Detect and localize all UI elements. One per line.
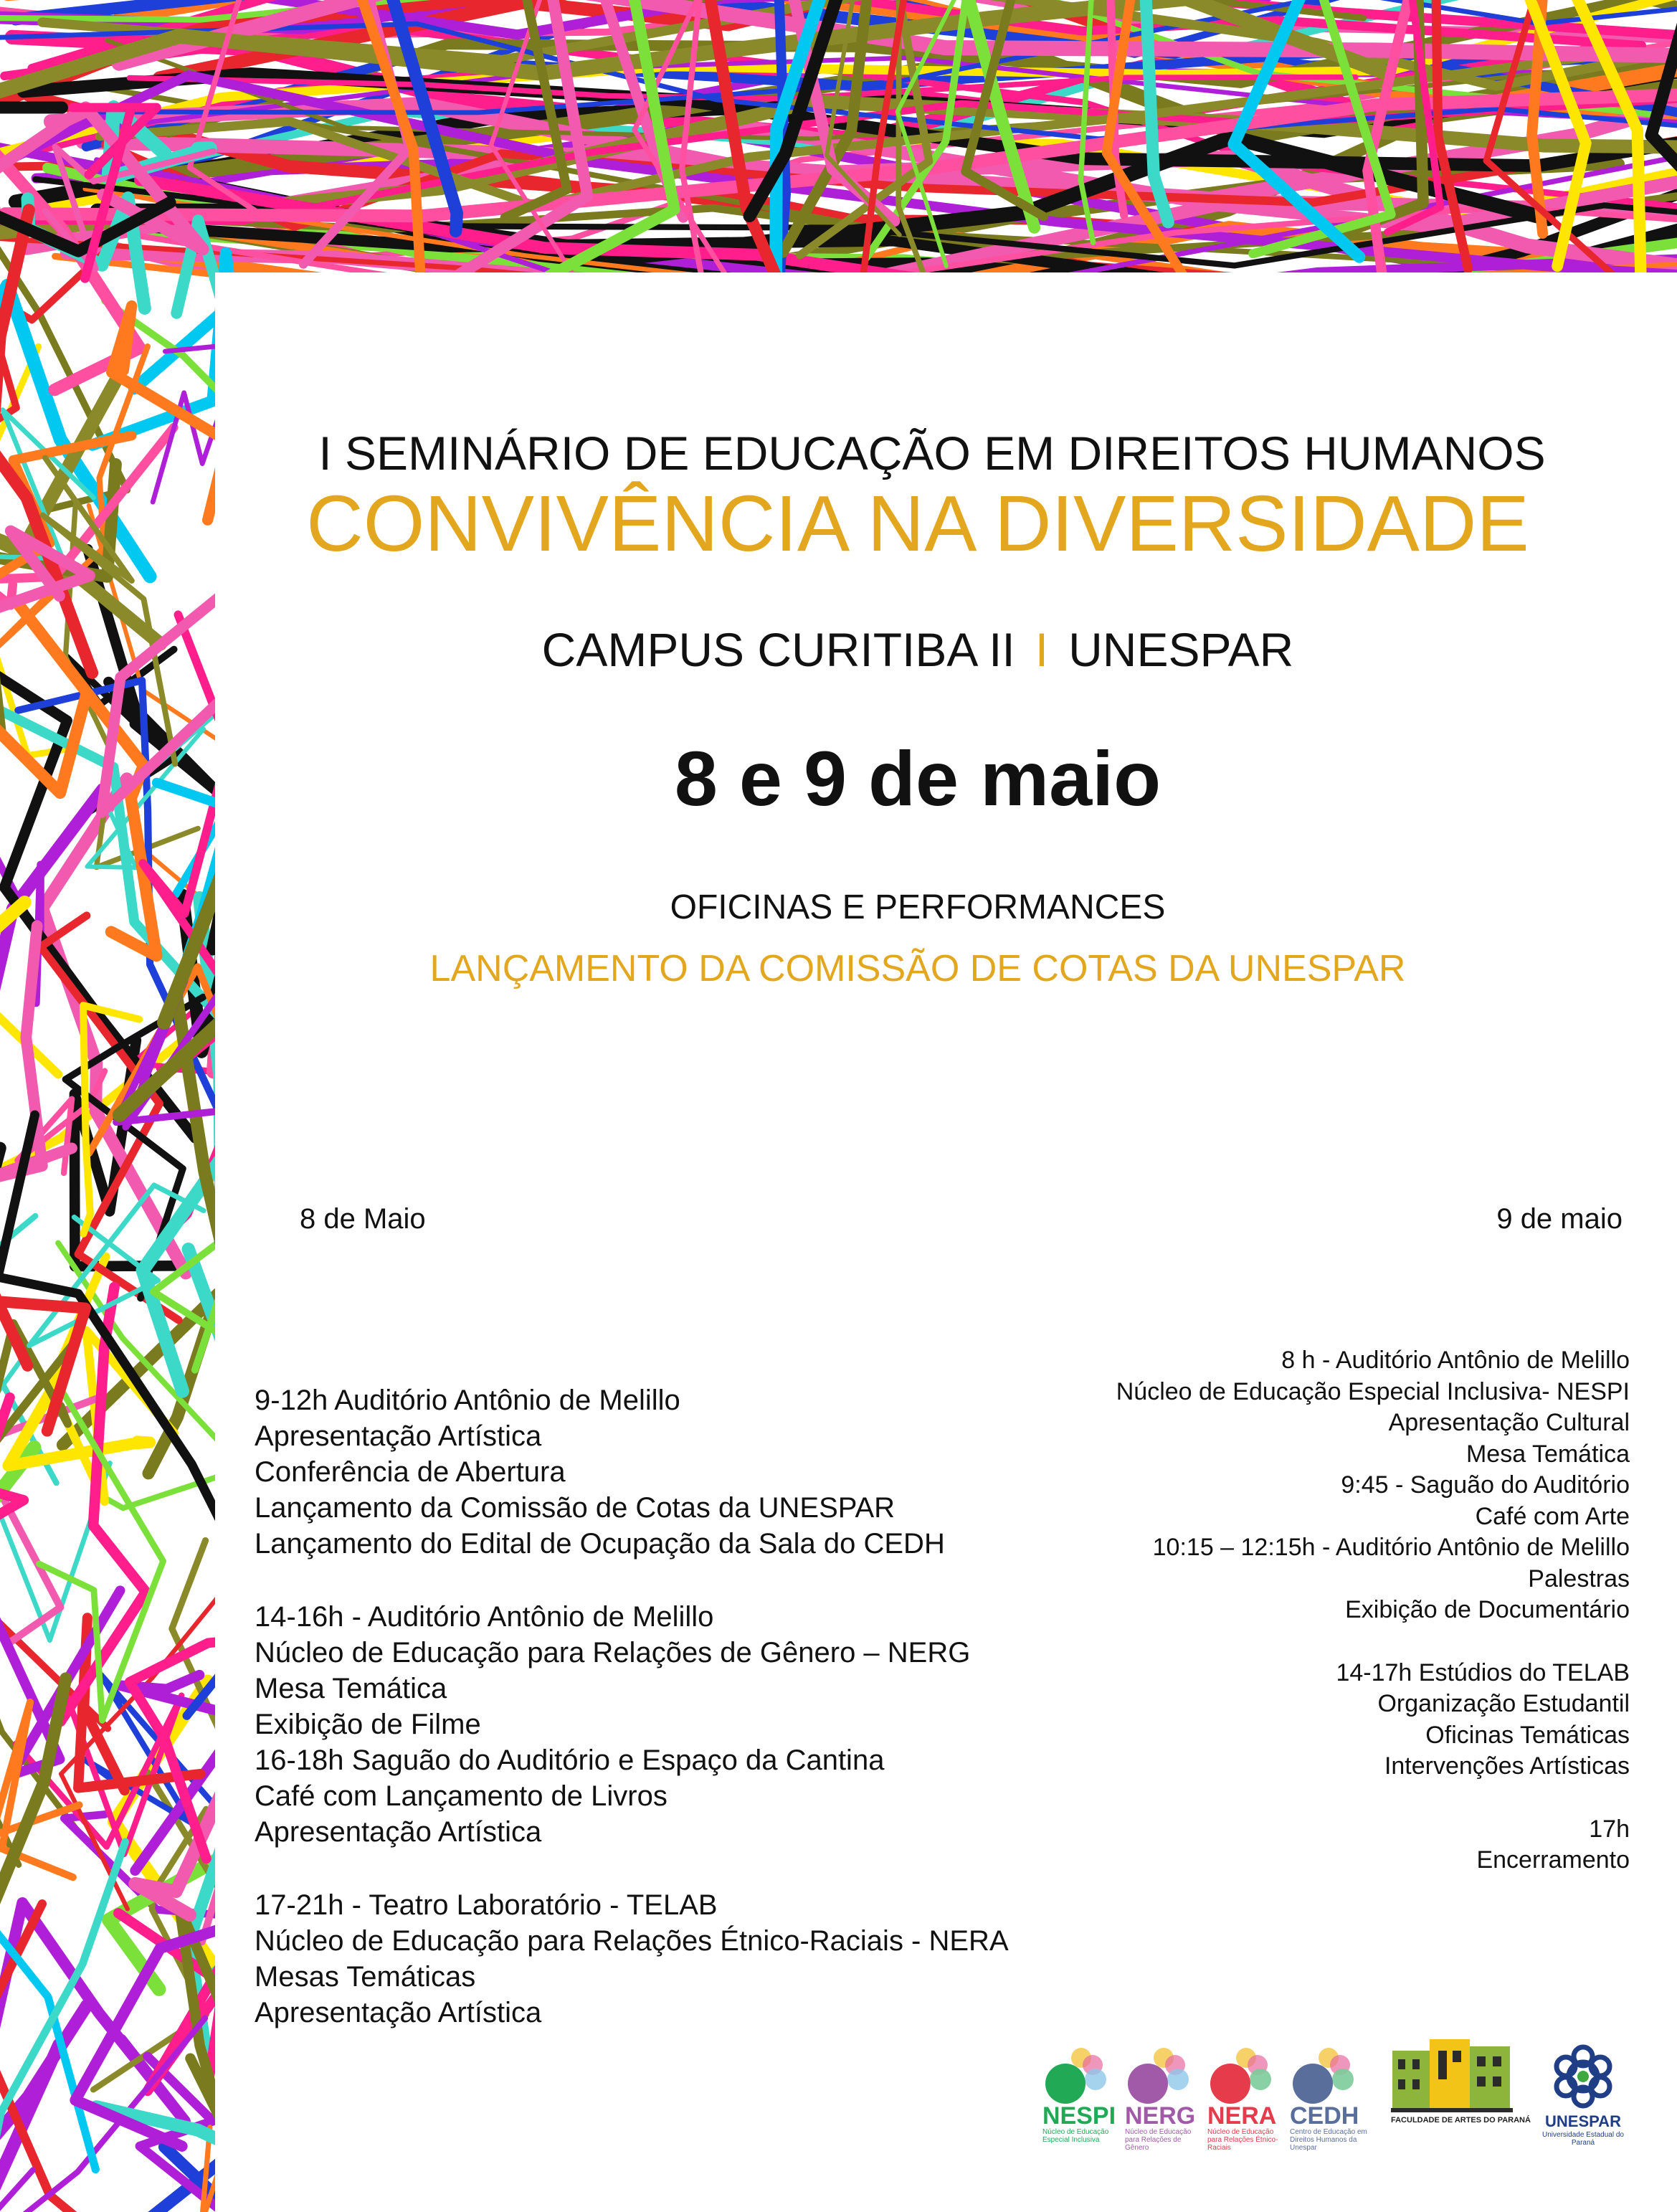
nerg-subtitle: Núcleo de Educação para Relações de Gênero	[1125, 2128, 1192, 2152]
schedule-line: Apresentação Artística	[255, 1816, 542, 1848]
cedh-circles-icon	[1287, 2042, 1366, 2107]
schedule-line: Apresentação Artística	[255, 1420, 542, 1452]
seminar-title: I SEMINÁRIO DE EDUCAÇÃO EM DIREITOS HUMANOS	[318, 427, 1546, 480]
nespi-circles-icon	[1040, 2042, 1118, 2107]
nerg-label: NERG	[1125, 2102, 1196, 2130]
day1-heading: 8 de Maio	[300, 1203, 426, 1235]
event-dates: 8 e 9 de maio	[674, 735, 1161, 822]
schedule-line: Mesa Temática	[1465, 1440, 1630, 1468]
nera-subtitle: Núcleo de Educação para Relações Étnico-Raciais	[1207, 2128, 1278, 2152]
scribble-stroke	[0, 1904, 138, 2212]
schedule-line: Mesa Temática	[255, 1673, 447, 1704]
schedule-line: Núcleo de Educação Especial Inclusiva- NESPI	[1116, 1377, 1630, 1405]
schedule-line: Núcleo de Educação para Relações Étnico-Raciais - NERA	[255, 1925, 1009, 1957]
nera-circles-icon	[1205, 2042, 1283, 2107]
cedh-logo	[1287, 2042, 1367, 2152]
schedule-line: 10:15 – 12:15h - Auditório Antônio de Melillo	[1152, 1534, 1630, 1561]
seminar-theme: CONVIVÊNCIA NA DIVERSIDADE	[306, 480, 1529, 568]
schedule-line: 17h	[1589, 1815, 1630, 1843]
day2-heading: 9 de maio	[1496, 1203, 1623, 1235]
schedule-line: Intervenções Artísticas	[1384, 1752, 1630, 1780]
unespar-emblem-icon	[1540, 2042, 1626, 2114]
schedule-line: 9-12h Auditório Antônio de Melillo	[255, 1385, 680, 1416]
schedule-line: Apresentação Artística	[255, 1997, 542, 2028]
schedule-line: Encerramento	[1476, 1846, 1630, 1874]
schedule-line: Oficinas Temáticas	[1425, 1721, 1630, 1749]
schedule-line: 17-21h - Teatro Laboratório - TELAB	[255, 1889, 718, 1921]
schedule-line: Lançamento do Edital de Ocupação da Sala do CEDH	[255, 1528, 945, 1560]
fap-logo	[1391, 2022, 1531, 2130]
nespi-label: NESPI	[1042, 2102, 1116, 2130]
schedule-line: Mesas Temáticas	[255, 1961, 476, 1993]
day2-schedule	[1116, 1345, 1630, 1876]
nerg-circles-icon	[1122, 2042, 1201, 2107]
schedule-line: Lançamento da Comissão de Cotas da UNESPAR	[255, 1492, 895, 1524]
unespar-label: UNESPAR	[1545, 2112, 1621, 2130]
schedule-line: 9:45 - Saguão do Auditório	[1341, 1471, 1630, 1499]
fap-subtitle: FACULDADE DE ARTES DO PARANÁ	[1391, 2116, 1531, 2125]
schedule-line: 14-17h Estúdios do TELAB	[1336, 1658, 1630, 1686]
nera-logo	[1205, 2042, 1283, 2152]
nespi-logo	[1040, 2042, 1118, 2142]
schedule-line: Exibição de Documentário	[1345, 1596, 1630, 1623]
nespi-subtitle: Núcleo de Educação Especial Inclusiva	[1042, 2128, 1109, 2144]
university-name: UNESPAR	[1068, 623, 1294, 676]
unespar-subtitle: Universidade Estadual do Paraná	[1542, 2131, 1624, 2147]
schedule-line: Apresentação Cultural	[1388, 1409, 1630, 1436]
subtitle-launch: LANÇAMENTO DA COMISSÃO DE COTAS DA UNESPAR	[429, 948, 1406, 989]
nera-label: NERA	[1207, 2102, 1277, 2130]
fap-buildings-icon	[1391, 2022, 1513, 2114]
day1-schedule	[255, 1382, 1009, 2031]
schedule-line: Núcleo de Educação para Relações de Gênero – NERG	[255, 1637, 971, 1669]
schedule-line: Café com Arte	[1475, 1502, 1630, 1530]
cedh-subtitle: Centro de Educação em Direitos Humanos da Unespar	[1290, 2128, 1367, 2152]
schedule-line: Organização Estudantil	[1377, 1690, 1630, 1717]
schedule-line: Conferência de Abertura	[255, 1456, 566, 1488]
cedh-label: CEDH	[1290, 2102, 1359, 2130]
campus-name: CAMPUS CURITIBA II	[541, 623, 1015, 676]
schedule-line: Café com Lançamento de Livros	[255, 1780, 668, 1812]
schedule-line: Exibição de Filme	[255, 1709, 481, 1740]
unespar-logo	[1540, 2042, 1626, 2150]
schedule-line: Palestras	[1528, 1565, 1630, 1592]
nerg-logo	[1122, 2042, 1201, 2152]
subtitle-workshops: OFICINAS E PERFORMANCES	[670, 888, 1166, 926]
separator: I	[1035, 623, 1049, 676]
schedule-line: 14-16h - Auditório Antônio de Melillo	[255, 1601, 714, 1633]
campus-line	[215, 621, 1620, 678]
schedule-line: 16-18h Saguão do Auditório e Espaço da Cantina	[255, 1745, 885, 1776]
schedule-line: 8 h - Auditório Antônio de Melillo	[1281, 1347, 1630, 1374]
